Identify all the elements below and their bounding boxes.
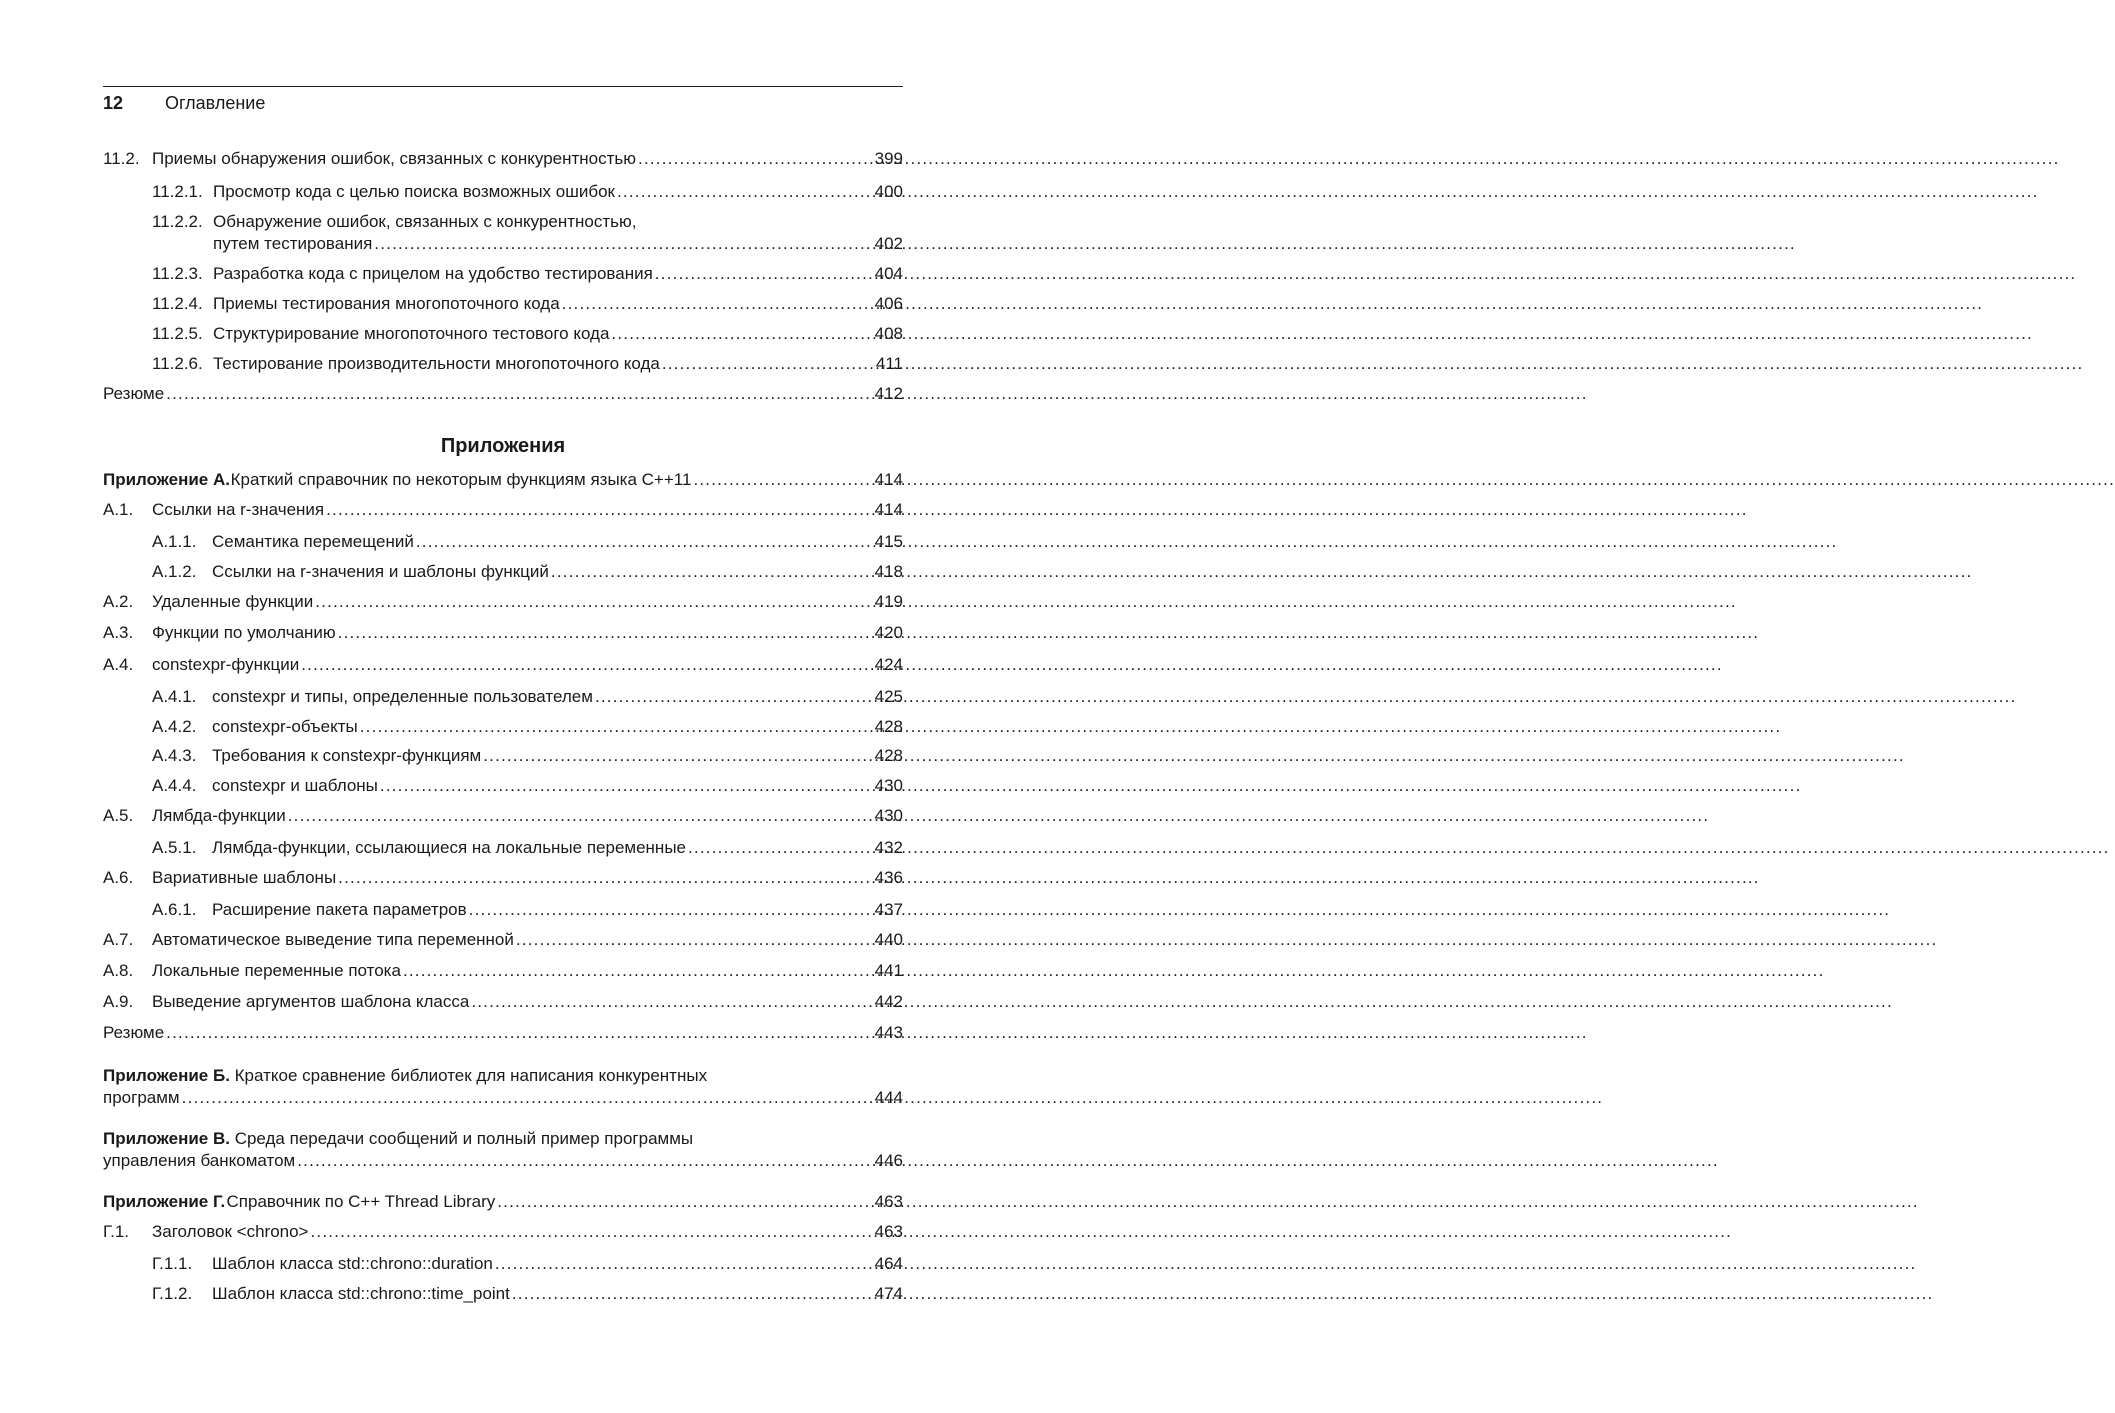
toc-page: 446 [874, 1151, 903, 1170]
toc-entry[interactable] [103, 1191, 903, 1213]
toc-page: 474 [874, 1284, 903, 1303]
toc-title: Приемы тестирования многопоточного кода [213, 294, 560, 313]
page-number: 12 [103, 93, 124, 113]
toc-leader [338, 867, 871, 889]
toc-leader [655, 263, 872, 285]
toc-title: Вариативные шаблоны [152, 868, 337, 887]
toc-entry[interactable] [103, 622, 903, 644]
toc-entry[interactable] [152, 899, 903, 921]
toc-title: constexpr и шаблоны [212, 776, 378, 795]
toc-page: 444 [874, 1088, 903, 1107]
toc-leader [693, 469, 871, 491]
toc-page: 425 [874, 687, 903, 706]
toc-page: 463 [874, 1192, 903, 1211]
toc-page: 400 [874, 182, 903, 201]
toc-page: 440 [874, 930, 903, 949]
toc-entry[interactable] [152, 686, 903, 708]
toc-page: 442 [874, 992, 903, 1011]
toc-leader [595, 686, 872, 708]
toc-page: 443 [874, 1023, 903, 1042]
toc-entry[interactable] [103, 1022, 903, 1044]
toc-number: А.5.1. [152, 838, 197, 857]
toc-title: Выведение аргументов шаблона класса [152, 992, 470, 1011]
toc-entry[interactable] [152, 745, 903, 767]
running-title: Оглавление [165, 93, 266, 113]
toc-title: Шаблон класса std::chrono::duration [212, 1254, 493, 1273]
toc-entry[interactable] [152, 1253, 903, 1275]
toc-entry[interactable] [103, 1065, 903, 1113]
toc-entry[interactable] [152, 263, 903, 285]
toc-title-continued: программ [103, 1088, 180, 1107]
toc-number: А.1.1. [152, 532, 197, 551]
appendix-label: Приложение В. [103, 1129, 230, 1148]
toc-page: 404 [874, 264, 903, 283]
toc-title: Разработка кода с прицелом на удобство тестирования [213, 264, 653, 283]
toc-title: Приемы обнаружения ошибок, связанных с конкурентностью [152, 149, 637, 168]
toc-entry[interactable] [103, 991, 903, 1013]
toc-title: Расширение пакета параметров [212, 900, 467, 919]
toc-page: 464 [874, 1254, 903, 1273]
toc-leader [182, 1087, 872, 1109]
toc-number: А.1. [103, 500, 134, 519]
toc-page: 428 [874, 746, 903, 765]
toc-number: А.6.1. [152, 900, 197, 919]
toc-page: 411 [875, 354, 903, 373]
toc-entry[interactable] [103, 867, 903, 889]
toc-entry[interactable] [103, 499, 903, 521]
toc-number: А.4.1. [152, 687, 197, 706]
toc-title: Тестирование производительности многопоточного кода [213, 354, 660, 373]
toc-title: Просмотр кода с целью поиска возможных ошибок [213, 182, 615, 201]
toc-title: Удаленные функции [152, 592, 314, 611]
appendix-label: Приложение Г. [103, 1192, 226, 1211]
toc-number: А.4.2. [152, 717, 197, 736]
toc-page: 428 [874, 717, 903, 736]
toc-title: constexpr-функции [152, 655, 300, 674]
toc-entry[interactable] [152, 531, 903, 553]
toc-leader [611, 323, 871, 345]
toc-number: 11.2. [103, 149, 140, 168]
toc-leader [301, 654, 871, 676]
toc-leader [326, 499, 872, 521]
toc-number: А.1.2. [152, 562, 197, 581]
toc-title: Ссылки на r-значения и шаблоны функций [212, 562, 549, 581]
toc-entry[interactable] [103, 960, 903, 982]
toc-leader [562, 293, 872, 315]
toc-leader [471, 991, 871, 1013]
toc-page: 430 [874, 806, 903, 825]
toc-title: Среда передачи сообщений и полный пример программы [234, 1129, 694, 1148]
toc-entry[interactable] [103, 591, 903, 613]
toc-page: 402 [874, 234, 903, 253]
toc-leader [166, 1022, 871, 1044]
toc-entry[interactable] [152, 293, 903, 315]
document-page [0, 0, 1000, 1413]
toc-entry[interactable] [152, 323, 903, 345]
toc-page: 415 [874, 532, 903, 551]
toc-number: А.7. [103, 930, 134, 949]
toc-title: Лямбда-функции, ссылающиеся на локальные переменные [212, 838, 686, 857]
toc-entry[interactable] [152, 181, 903, 203]
toc-number: 11.2.1. [152, 182, 203, 201]
toc-page: 441 [874, 961, 903, 980]
toc-leader [166, 383, 871, 405]
toc-title: Лямбда-функции [152, 806, 286, 825]
toc-page: 437 [874, 900, 903, 919]
section-heading: Приложения [440, 435, 566, 457]
toc-entry[interactable] [103, 1128, 903, 1176]
toc-number: 11.2.3. [152, 264, 203, 283]
toc-page: 406 [874, 294, 903, 313]
toc-page: 430 [874, 776, 903, 795]
toc-title: Ссылки на r-значения [152, 500, 325, 519]
toc-entry[interactable] [103, 148, 903, 170]
toc-leader [416, 531, 872, 553]
toc-entry[interactable] [103, 929, 903, 951]
toc-entry[interactable] [152, 561, 903, 583]
toc-leader [403, 960, 872, 982]
toc-title: Структурирование многопоточного тестового кода [213, 324, 610, 343]
toc-entry[interactable] [103, 469, 903, 491]
toc-entry[interactable] [152, 775, 903, 797]
toc-number: 11.2.6. [152, 354, 203, 373]
toc-entry[interactable] [103, 805, 903, 827]
toc-number: 11.2.5. [152, 324, 203, 343]
toc-entry[interactable] [152, 716, 903, 738]
toc-number: А.3. [103, 623, 134, 642]
toc-entry[interactable] [103, 383, 903, 405]
toc-page: 424 [874, 655, 903, 674]
toc-leader [297, 1150, 871, 1172]
toc-leader [551, 561, 872, 583]
toc-leader [638, 148, 872, 170]
toc-page: 432 [874, 838, 903, 857]
toc-title: Шаблон класса std::chrono::time_point [212, 1284, 510, 1303]
toc-number: А.9. [103, 992, 134, 1011]
toc-leader [662, 353, 873, 375]
toc-title-continued: путем тестирования [213, 234, 373, 253]
appendix-label: Приложение А. [103, 470, 230, 489]
toc-page: 414 [874, 470, 903, 489]
toc-number: Г.1. [103, 1222, 130, 1241]
toc-leader [469, 899, 872, 921]
toc-leader [512, 1283, 872, 1305]
toc-leader [338, 622, 872, 644]
toc-page: 412 [874, 384, 903, 403]
toc-page: 418 [874, 562, 903, 581]
toc-number: А.4.4. [152, 776, 197, 795]
toc-page: 420 [874, 623, 903, 642]
toc-leader [380, 775, 872, 797]
toc-title: Требования к constexpr-функциям [212, 746, 482, 765]
toc-title: Краткий справочник по некоторым функциям языка C++11 [230, 470, 692, 489]
toc-number: А.5. [103, 806, 134, 825]
header-rule [103, 86, 903, 87]
toc-number: А.2. [103, 592, 134, 611]
toc-page: 399 [874, 149, 903, 168]
toc-number: 11.2.2. [152, 212, 203, 231]
toc-title: constexpr-объекты [212, 717, 358, 736]
toc-entry[interactable] [152, 211, 903, 259]
toc-leader [374, 233, 871, 255]
toc-page: 436 [874, 868, 903, 887]
running-header [103, 92, 265, 114]
toc-title: Резюме [103, 384, 165, 403]
toc-number: 11.2.4. [152, 294, 203, 313]
toc-entry[interactable] [152, 837, 903, 859]
toc-entry[interactable] [152, 1283, 903, 1305]
toc-title: Краткое сравнение библиотек для написания конкурентных [234, 1066, 708, 1085]
toc-leader [688, 837, 872, 859]
toc-leader [288, 805, 872, 827]
toc-title: Функции по умолчанию [152, 623, 336, 642]
toc-leader [516, 929, 872, 951]
toc-title-continued: управления банкоматом [103, 1151, 296, 1170]
toc-title: constexpr и типы, определенные пользователем [212, 687, 593, 706]
toc-page: 419 [874, 592, 903, 611]
toc-number: А.6. [103, 868, 134, 887]
toc-title: Обнаружение ошибок, связанных с конкурентностью, [213, 212, 637, 231]
toc-leader [483, 745, 871, 767]
toc-page: 463 [874, 1222, 903, 1241]
appendix-label: Приложение Б. [103, 1066, 230, 1085]
toc-leader [495, 1253, 872, 1275]
toc-title: Семантика перемещений [212, 532, 414, 551]
toc-title: Автоматическое выведение типа переменной [152, 930, 514, 949]
toc-title: Справочник по C++ Thread Library [226, 1192, 496, 1211]
toc-leader [311, 1221, 872, 1243]
toc-entry[interactable] [152, 353, 903, 375]
toc-entry[interactable] [103, 1221, 903, 1243]
toc-number: Г.1.1. [152, 1254, 193, 1273]
toc-leader [315, 591, 871, 613]
toc-number: А.4. [103, 655, 134, 674]
toc-title: Заголовок <chrono> [152, 1222, 309, 1241]
toc-leader [360, 716, 872, 738]
toc-number: А.8. [103, 961, 134, 980]
toc-title: Локальные переменные потока [152, 961, 401, 980]
toc-page: 408 [874, 324, 903, 343]
toc-number: Г.1.2. [152, 1284, 193, 1303]
toc-page: 414 [874, 500, 903, 519]
toc-title: Резюме [103, 1023, 165, 1042]
toc-leader [497, 1191, 871, 1213]
toc-number: А.4.3. [152, 746, 197, 765]
toc-entry[interactable] [103, 654, 903, 676]
toc-leader [617, 181, 872, 203]
